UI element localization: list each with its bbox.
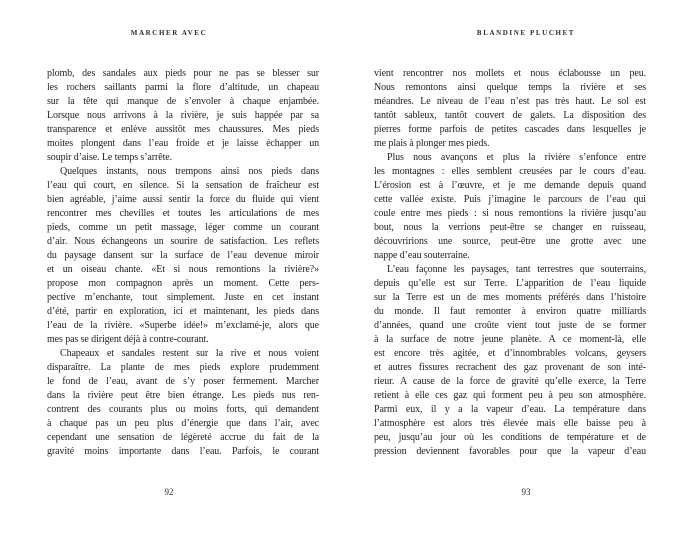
text-line: retient à elle ces gaz qui forment peu à peu son atmosphère. bbox=[374, 390, 646, 401]
page-right bbox=[374, 0, 646, 538]
text-line: pierres forme parfois de petites cascades dans lesquelles je bbox=[374, 124, 646, 135]
text-line: mes pas se dirigent déjà à contre-courant. bbox=[47, 334, 209, 345]
text-line: et un oiseau chante. «Et si nous remontions la rivière?» bbox=[47, 264, 319, 275]
text-line: rieur. A cause de la force de gravité qu’elle exerce, la Terre bbox=[374, 376, 646, 387]
text-line: et autres fissures recrachent des gaz provenant de son inté- bbox=[374, 362, 646, 373]
text-line: Parmi eux, il y a la vapeur d’eau. La température dans bbox=[374, 404, 646, 415]
text-line: tantôt sableux, tantôt couvert de galets. La disposition des bbox=[374, 110, 646, 121]
text-line: transparence et enlève aussitôt mes chaussures. Mes pieds bbox=[47, 124, 319, 135]
text-line: l’eau de la rivière. «Superbe idée!» m’exclamé-je, alors que bbox=[47, 320, 319, 331]
running-header-left: MARCHER AVEC bbox=[130, 29, 208, 37]
page-left bbox=[47, 0, 319, 538]
text-line: pression deviennent favorables pour que la vapeur d’eau bbox=[374, 446, 646, 457]
text-line: du paysage dansent sur la surface de l’eau devenue miroir bbox=[47, 250, 319, 261]
page-number-right: 93 bbox=[521, 487, 531, 497]
text-line: pective m’enchante, tout simplement. Juste en cet instant bbox=[47, 292, 319, 303]
text-line: cependant une sensation de légèreté accrue du fait de la bbox=[47, 432, 319, 443]
text-line: d’années, quand une croûte vient tout juste de se former bbox=[374, 320, 646, 331]
text-line: soupir d’aise. Le temps s’arrête. bbox=[47, 152, 172, 163]
text-line: méandres. Le niveau de l’eau n’est pas très haut. Le sol est bbox=[374, 96, 646, 107]
text-line: plomb, des sandales aux pieds pour ne pas se blesser sur bbox=[47, 68, 319, 79]
text-column-right bbox=[374, 67, 646, 459]
text-line: les montagnes : elles semblent creusées par le cours d’eau. bbox=[374, 166, 646, 177]
text-line: L’érosion est à l’œuvre, et je me demande depuis quand bbox=[374, 180, 646, 191]
text-line: Quelques instants, nous trempons ainsi nos pieds dans bbox=[60, 166, 319, 177]
running-header-right: BLANDINE PLUCHET bbox=[476, 29, 576, 37]
text-line: à la surface de notre jeune planète. A ce moment-là, elle bbox=[374, 334, 646, 345]
text-line: coule entre mes pieds : si nous remontions la rivière jusqu’au bbox=[374, 208, 646, 219]
text-line: du monde. Il faut remonter à environ quatre milliards bbox=[374, 306, 646, 317]
text-line: pieds, comme un petit massage, léger comme un courant bbox=[47, 222, 319, 233]
text-line: à chaque pas un peu plus d’énergie que dans l’air, avec bbox=[47, 418, 319, 429]
text-line: Plus nous avançons et plus la rivière s’enfonce entre bbox=[387, 152, 646, 163]
text-line: peu, jusqu’au jour où les conditions de température et de bbox=[374, 432, 646, 443]
text-line: sur la tête qui manque de s’envoler à chaque enjambée. bbox=[47, 96, 319, 107]
text-line: Nous remontons ainsi quelque temps la rivière et ses bbox=[374, 82, 646, 93]
text-line: propose mon compagnon après un moment. Cette pers- bbox=[47, 278, 319, 289]
text-line: vient rencontrer nos mollets et nous éclabousse un peu. bbox=[374, 68, 646, 79]
text-line: le fond de l’eau, avant de s’y poser fermement. Marcher bbox=[47, 376, 319, 387]
text-line: Chapeaux et sandales restent sur la rive et nous voient bbox=[60, 348, 319, 359]
text-line: d’air. Nous échangeons un sourire de satisfaction. Les reflets bbox=[47, 236, 319, 247]
text-line: sur la Terre est un de mes moments préférés dans l’histoire bbox=[374, 292, 646, 303]
page-number-left: 92 bbox=[164, 487, 174, 497]
text-line: l’atmosphère est alors très élevée mais elle baisse peu à bbox=[374, 418, 646, 429]
text-line: découvririons une source, peut-être une grotte avec une bbox=[374, 236, 646, 247]
text-line: contrent des courants plus ou moins forts, qui demandent bbox=[47, 404, 319, 415]
text-line: moites plongent dans l’eau froide et je laisse échapper un bbox=[47, 138, 319, 149]
text-line: rencontrer mes chevilles et toutes les articulations de mes bbox=[47, 208, 319, 219]
text-line: les rochers saillants parmi la flore d’altitude, un chapeau bbox=[47, 82, 319, 93]
text-line: bien agréable, j’aime aussi sentir la force du fluide qui vient bbox=[47, 194, 319, 205]
text-line: d’été, partir en exploration, ici et maintenant, les pieds dans bbox=[47, 306, 319, 317]
text-line: cette vallée existe. Puis j’imagine le parcours de l’eau qui bbox=[374, 194, 646, 205]
text-line: L’eau façonne les paysages, tant terrestres que souterrains, bbox=[387, 264, 646, 275]
text-line: bout, nous la verrions peut-être se changer en ruisseau, bbox=[374, 222, 646, 233]
text-line: gravité moins importante dans l’eau. Parfois, le courant bbox=[47, 446, 319, 457]
text-line: l’eau qui court, en silence. Si la sensation de fraîcheur est bbox=[47, 180, 319, 191]
text-line: disparaître. La plante de mes pieds explore prudemment bbox=[47, 362, 319, 373]
text-line: depuis qu’elle est sur Terre. L’apparition de l’eau liquide bbox=[374, 278, 646, 289]
text-line: Lorsque nous arrivons à la rivière, je suis happée par sa bbox=[47, 110, 319, 121]
text-line: nappe d’eau souterraine. bbox=[374, 250, 470, 261]
text-line: dans la rivière peut être bien étrange. Les pieds nus ren- bbox=[47, 390, 319, 401]
text-line: me plais à plonger mes pieds. bbox=[374, 138, 490, 149]
text-column-left bbox=[47, 67, 319, 459]
text-line: est encore très agitée, et d’innombrables volcans, geysers bbox=[374, 348, 646, 359]
